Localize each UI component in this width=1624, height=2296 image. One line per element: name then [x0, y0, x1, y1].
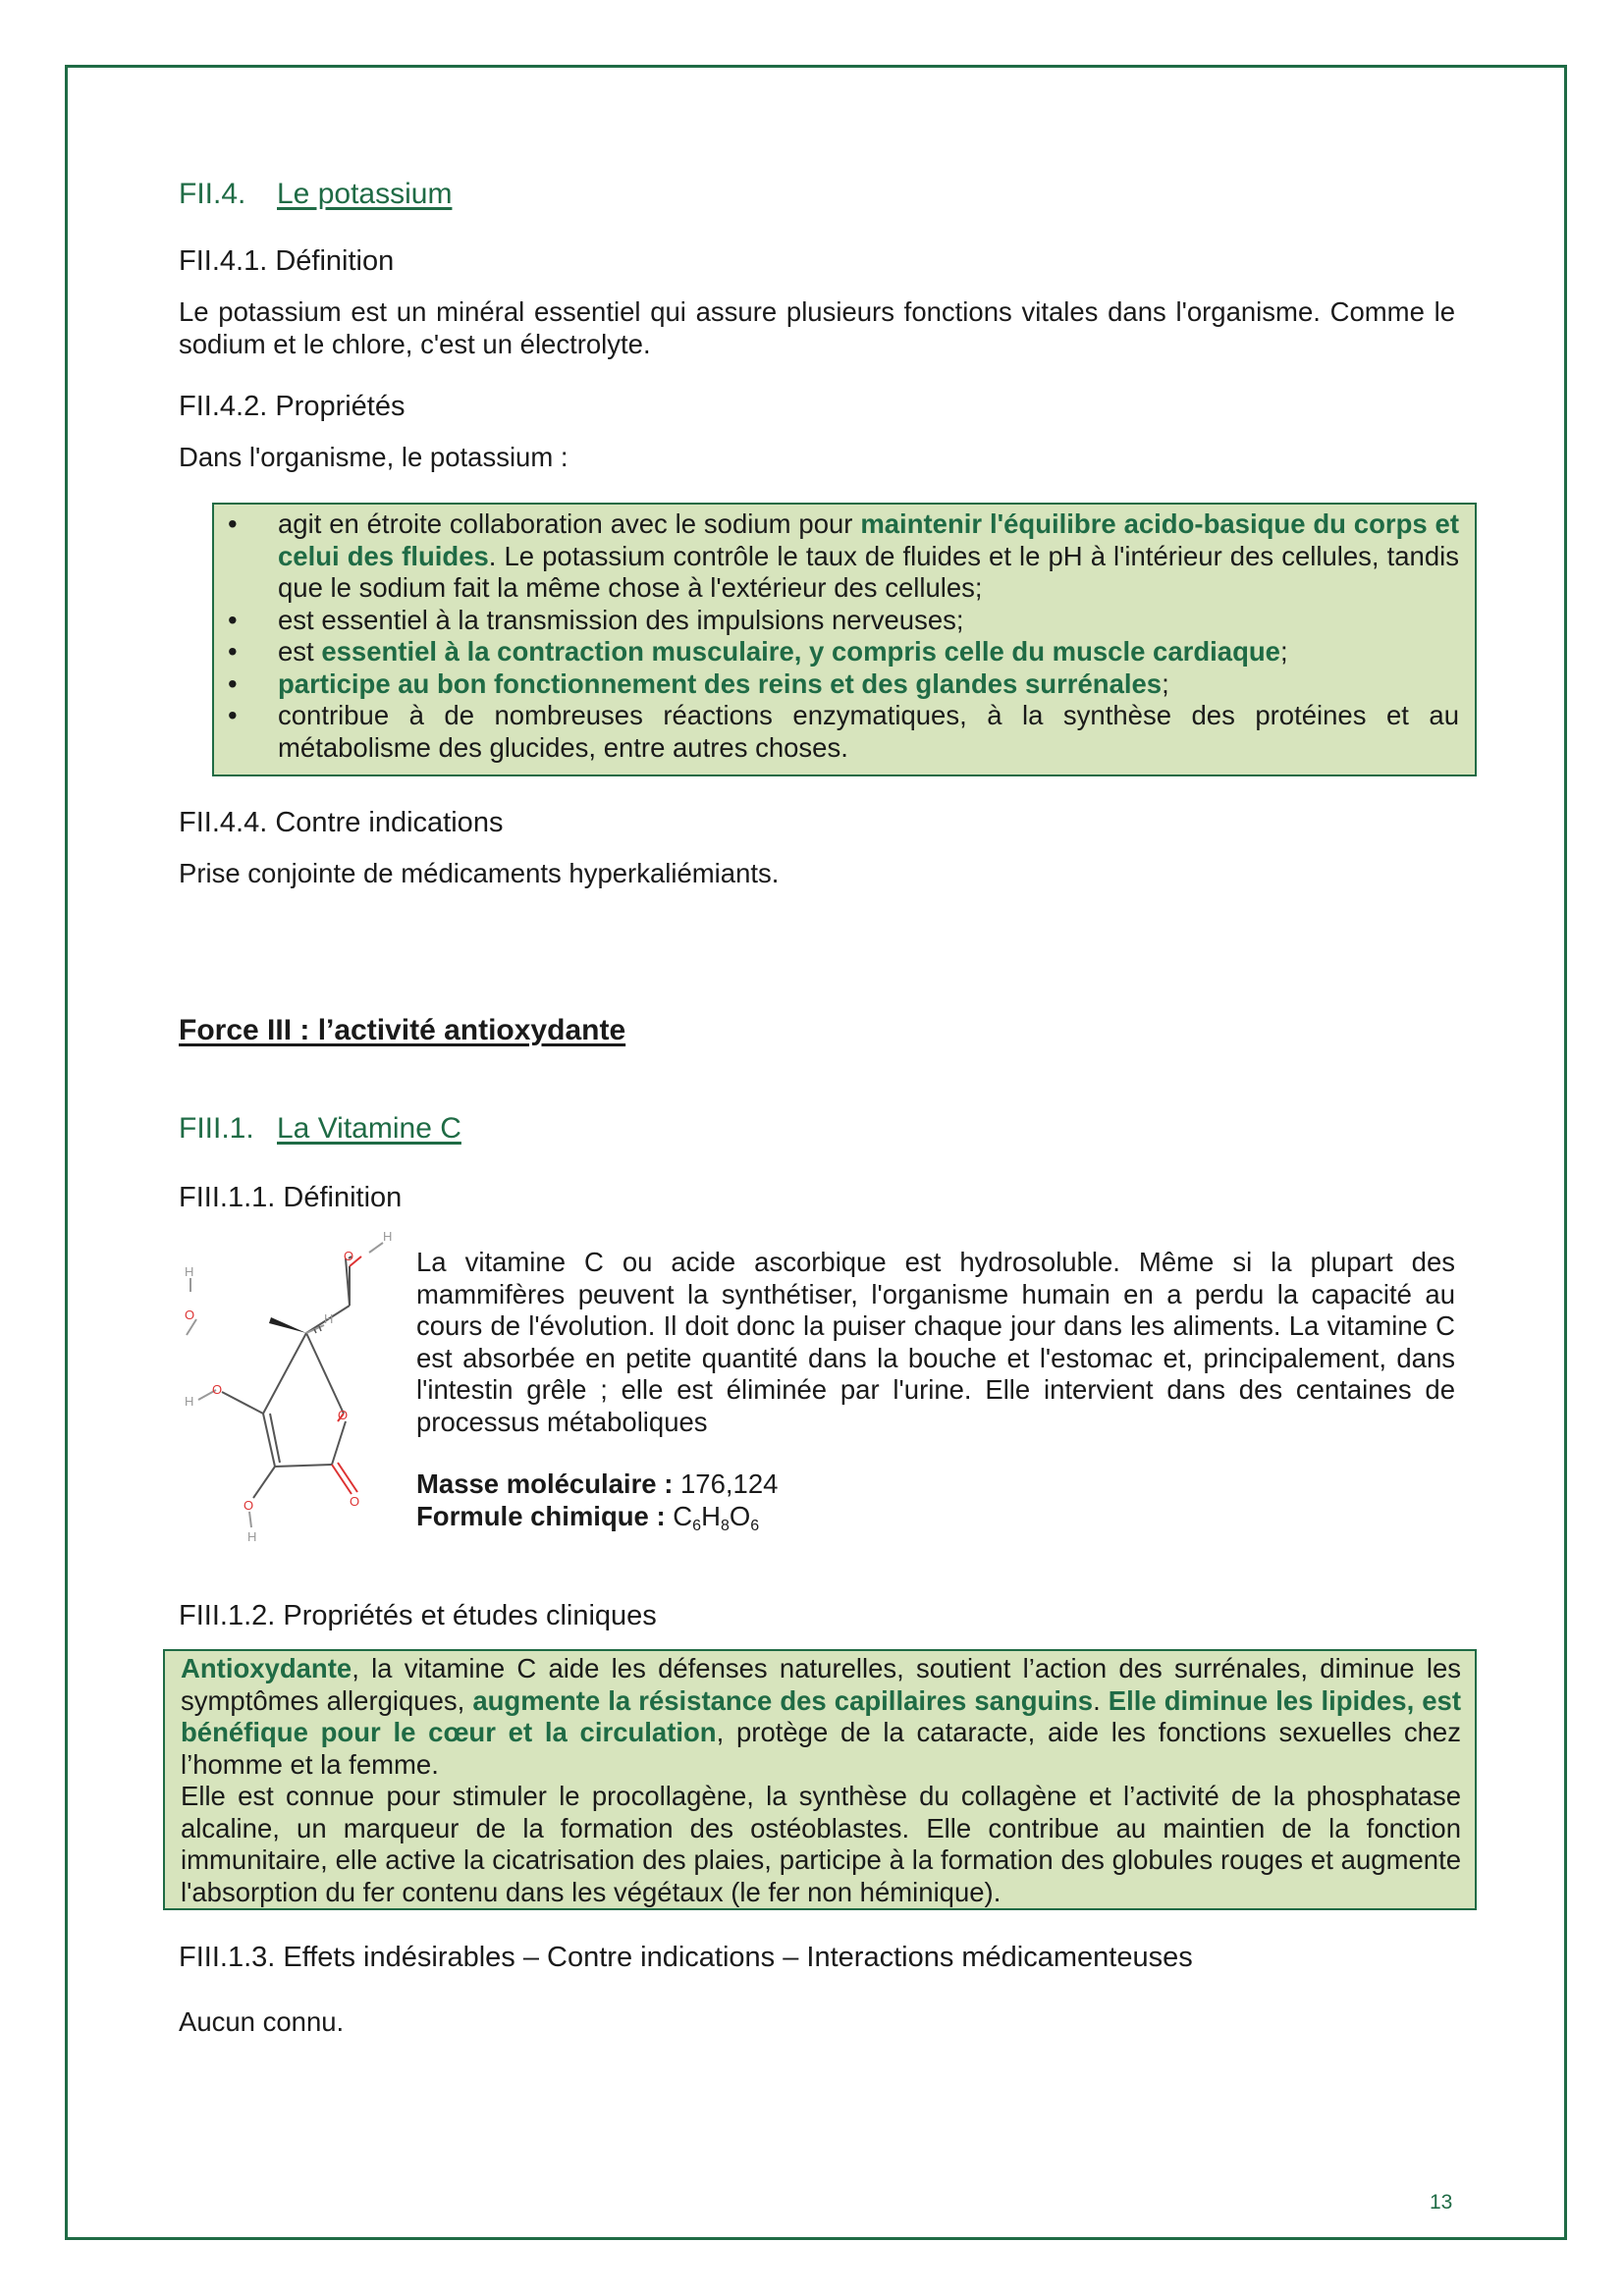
properties-paragraph-2: Elle est connue pour stimuler le procollagène, la synthèse du collagène et l’activité de la phosphatase alcaline, un marqueur de la formation des ostéoblastes. Elle contribue au maintien de la fonction immunitaire, elle active la cicatrisation des plaies, participe à la formation des globules rouges et augmente l'absorption du fer contenu dans les végétaux (le fer non héminique).: [181, 1781, 1461, 1907]
atom-label: H: [324, 1311, 334, 1326]
properties-paragraph-1: Antioxydante, la vitamine C aide les défenses naturelles, soutient l’action des surrénales, diminue les symptômes allergiques, augmente la résistance des capillaires sanguins. Elle diminue les lipides, est bénéfique pour le cœur et la circulation, protège de la cataracte, aide les fonctions sexuelles chez l’homme et la femme.: [181, 1653, 1462, 1780]
list-item: • est essentiel à la contraction musculaire, y compris celle du muscle cardiaque;: [228, 636, 1288, 667]
page-number: 13: [1430, 2191, 1453, 2214]
highlight-text: essentiel à la contraction musculaire, y compris celle du muscle cardiaque: [321, 636, 1280, 667]
force-heading: Force III : l’activité antioxydante: [179, 1014, 626, 1046]
highlight-text: maintenir l'équilibre acido-basique du corps et celui des fluides: [278, 508, 1459, 571]
subheading-contraindications: FII.4.4. Contre indications: [179, 807, 504, 838]
section-number: FIII.1.: [179, 1112, 254, 1145]
chemical-formula-label: Formule chimique :: [416, 1501, 674, 1531]
atom-label: O: [344, 1249, 354, 1263]
atom-label: O: [212, 1382, 223, 1397]
ascorbic-acid-molecule-diagram: [177, 1227, 403, 1551]
subheading-properties-clinical: FIII.1.2. Propriétés et études cliniques: [179, 1600, 657, 1631]
bullet: •: [228, 604, 238, 635]
bullet: •: [228, 636, 238, 667]
subheading-side-effects: FIII.1.3. Effets indésirables – Contre indications – Interactions médicamenteuses: [179, 1942, 1193, 1973]
subheading-properties: FII.4.2. Propriétés: [179, 391, 406, 422]
contraindications-text: Prise conjointe de médicaments hyperkaliémiants.: [179, 858, 780, 888]
atom-label: O: [350, 1494, 360, 1509]
molecular-mass-value: 176,124: [680, 1468, 779, 1499]
atom-label: H: [247, 1529, 257, 1544]
highlight-text: augmente la résistance des capillaires sanguins: [472, 1684, 1094, 1716]
chemical-formula: Formule chimique : $C_6H_8O_6$: [416, 1501, 760, 1534]
list-item: • agit en étroite collaboration avec le sodium pour maintenir l'équilibre acido-basique du corps et celui des fluides. Le potassium contrôle le taux de fluides et le pH à l'intérieur des cellules, tandis que le sodium fait la même chose à l'extérieur des cellules;: [228, 508, 1459, 603]
wedge-bond: [269, 1317, 306, 1333]
molecular-mass: [416, 1468, 778, 1501]
section-number: FII.4.: [179, 178, 246, 210]
subheading-definition: FII.4.1. Définition: [179, 245, 395, 277]
properties-highlight-box: [212, 503, 1477, 776]
side-effects-text: Aucun connu.: [179, 2006, 345, 2037]
section-title: Le potassium: [277, 178, 453, 210]
bullet: •: [228, 700, 238, 730]
atom-label: H: [383, 1229, 393, 1244]
definition-text: Le potassium est un minéral essentiel qui assure plusieurs fonctions vitales dans l'organisme. Comme le sodium et le chlore, c'est un électrolyte.: [179, 296, 1455, 359]
atom-label: H: [185, 1264, 194, 1279]
atom-label: O: [244, 1498, 254, 1513]
properties-intro: Dans l'organisme, le potassium :: [179, 442, 568, 472]
vitamin-c-properties-box: [163, 1649, 1477, 1910]
highlight-text: Elle diminue les lipides, est bénéfique pour le cœur et la circulation: [181, 1684, 1462, 1747]
subheading-definition: FIII.1.1. Définition: [179, 1182, 403, 1213]
atom-label: H: [185, 1394, 194, 1409]
bullet: •: [228, 508, 238, 539]
section-heading-vitamin-c: [179, 1113, 461, 1146]
properties-list: [214, 508, 1459, 764]
highlight-text: participe au bon fonctionnement des reins et des glandes surrénales: [278, 667, 1163, 699]
highlight-text: Antioxydante: [181, 1653, 352, 1683]
section-heading-potassium: [179, 179, 452, 211]
atom-label: O: [185, 1308, 195, 1322]
atom-label: O: [338, 1408, 349, 1422]
vitamin-c-definition-text: La vitamine C ou acide ascorbique est hydrosoluble. Même si la plupart des mammifères peuvent la synthétiser, l'organisme humain en a perdu la capacité au cours de l'évolution. Il doit donc la puiser chaque jour dans les aliments. La vitamine C est absorbée en petite quantité dans la bouche et l'estomac et, principalement, dans l'intestin grêle ; elle est éliminée par l'urine. Elle intervient dans des centaines de processus métaboliques: [416, 1247, 1455, 1437]
section-title: La Vitamine C: [277, 1112, 461, 1145]
molecular-mass-label: Masse moléculaire :: [416, 1468, 681, 1499]
list-item: • est essentiel à la transmission des impulsions nerveuses;: [228, 604, 964, 635]
list-item: • participe au bon fonctionnement des reins et des glandes surrénales;: [228, 667, 1169, 699]
atom-labels: [185, 1229, 392, 1544]
bullet: •: [228, 667, 238, 699]
list-item: • contribue à de nombreuses réactions enzymatiques, à la synthèse des protéines et au métabolisme des glucides, entre autres choses.: [228, 700, 1459, 763]
